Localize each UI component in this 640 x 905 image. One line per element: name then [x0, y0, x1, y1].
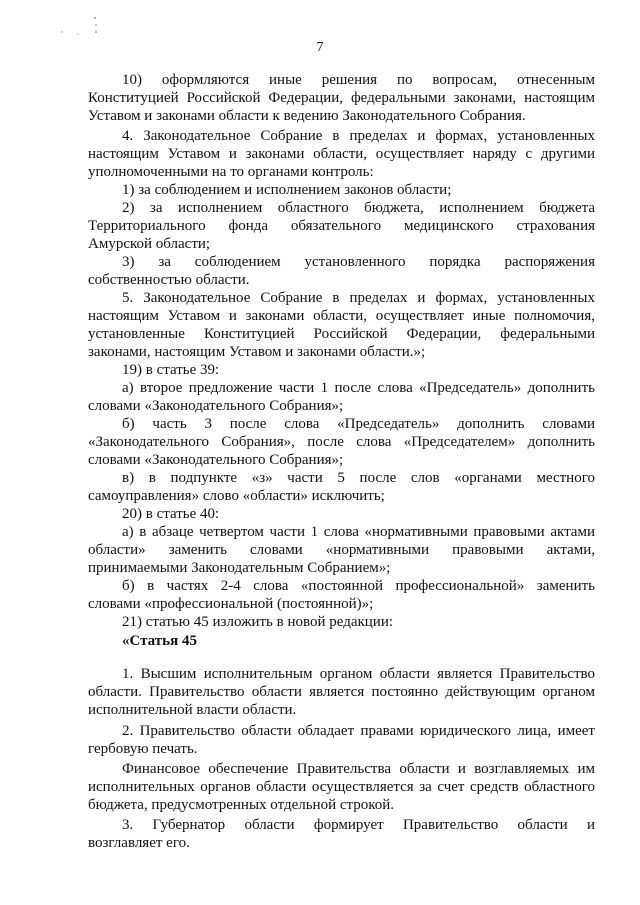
scan-specks	[58, 12, 108, 38]
text-line: законами, настоящим Уставом и законами области.»;	[88, 344, 426, 360]
text-line: Уставом и законами области к ведению Законодательного Собрания.	[88, 108, 526, 124]
article-heading: «Статья 45	[122, 633, 197, 649]
text-line: словами «Законодательного Собрания»;	[88, 398, 344, 414]
text-line: 10) оформляются иные решения по вопросам, отнесенным	[122, 72, 595, 88]
text-line: в) в подпункте «з» части 5 после слов «органами местного	[122, 470, 595, 486]
text-line: бюджета, предусмотренных отдельной строкой.	[88, 797, 395, 813]
text-line: «Законодательного Собрания», после слова «Председателем» дополнить	[88, 434, 595, 450]
text-line: уполномоченными на то органами контроль:	[88, 164, 374, 180]
text-line: 19) в статье 39:	[122, 362, 220, 378]
text-line: исполнительных органов области осуществляется за счет средств областного	[88, 779, 595, 795]
text-line: настоящим Уставом и законами области, осуществляет наряду с другими	[88, 146, 595, 162]
text-line: 3. Губернатор области формирует Правительство области и	[122, 817, 595, 833]
text-line: гербовую печать.	[88, 741, 198, 757]
text-line: словами «Законодательного Собрания»;	[88, 452, 344, 468]
text-line: 2) за исполнением областного бюджета, исполнением бюджета	[122, 200, 595, 216]
text-line: 1) за соблюдением и исполнением законов области;	[122, 182, 452, 198]
text-line: возглавляет его.	[88, 835, 190, 851]
text-line: 3) за соблюдением установленного порядка распоряжения	[122, 254, 595, 270]
text-line: Территориального фонда обязательного медицинского страхования	[88, 218, 595, 234]
text-line: Конституцией Российской Федерации, федеральными законами, настоящим	[88, 90, 595, 106]
text-line: Амурской области;	[88, 236, 211, 252]
text-line: настоящим Уставом и законами области, осуществляет иные полномочия,	[88, 308, 595, 324]
text-line: 20) в статье 40:	[122, 506, 220, 522]
text-line: 21) статью 45 изложить в новой редакции:	[122, 614, 394, 630]
text-line: а) в абзаце четвертом части 1 слова «нормативными правовыми актами	[122, 524, 595, 540]
text-line: самоуправления» слово «области» исключить;	[88, 488, 385, 504]
text-line: словами «профессиональной (постоянной)»;	[88, 596, 374, 612]
text-line: 1. Высшим исполнительным органом области является Правительство	[122, 666, 595, 682]
text-line: принимаемыми Законодательным Собранием»;	[88, 560, 391, 576]
text-line: б) в частях 2-4 слова «постоянной профессиональной» заменить	[122, 578, 595, 594]
text-line: 5. Законодательное Собрание в пределах и формах, установленных	[122, 290, 595, 306]
text-line: исполнительной власти области.	[88, 702, 297, 718]
text-line: 2. Правительство области обладает правами юридического лица, имеет	[122, 723, 595, 739]
text-line: установленные Конституцией Российской Федерации, федеральными	[88, 326, 595, 342]
text-line: б) часть 3 после слова «Председатель» дополнить словами	[122, 416, 595, 432]
text-line: области. Правительство области является постоянно действующим органом	[88, 684, 595, 700]
page-number: 7	[316, 40, 324, 55]
text-line: области» заменить словами «нормативными правовыми актами,	[88, 542, 595, 558]
text-line: а) второе предложение части 1 после слова «Председатель» дополнить	[122, 380, 595, 396]
text-line: Финансовое обеспечение Правительства области и возглавляемых им	[122, 761, 595, 777]
text-line: собственностью области.	[88, 272, 250, 288]
text-line: 4. Законодательное Собрание в пределах и формах, установленных	[122, 128, 595, 144]
